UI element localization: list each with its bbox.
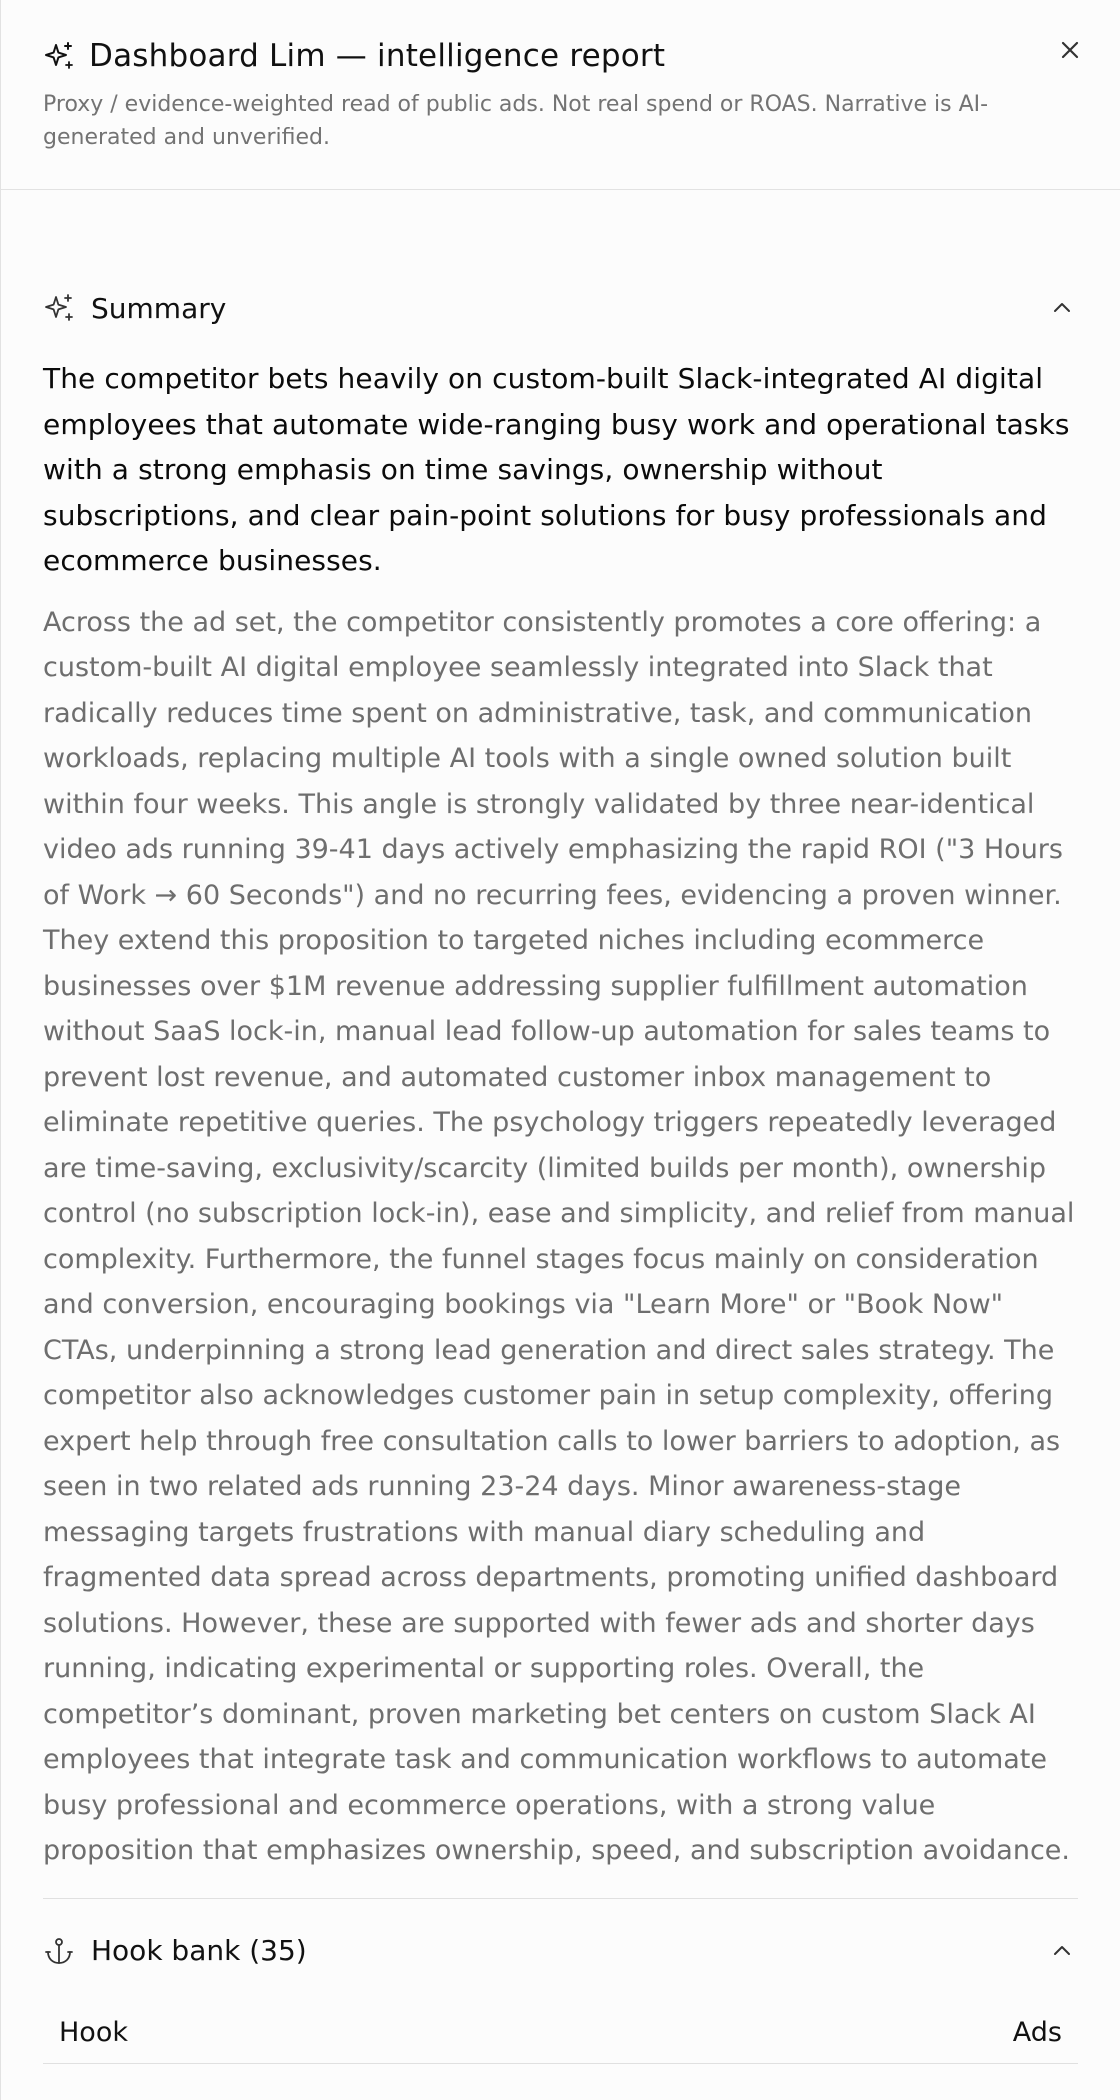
- anchor-icon: [43, 1935, 75, 1967]
- hook-bank-section: [43, 1929, 1078, 2064]
- summary-section: [43, 286, 1078, 1899]
- collapse-hook-bank-button[interactable]: [1046, 1935, 1078, 1967]
- summary-header[interactable]: [43, 286, 1078, 330]
- page-title: Dashboard Lim — intelligence report: [89, 38, 666, 74]
- divider: [43, 1898, 1078, 1899]
- summary-headline: The competitor bets heavily on custom-built Slack-integrated AI digital employees that automate wide-ranging busy work and operational tasks with a strong emphasis on time savings, ownership without subscriptions, and clear pain-point solutions for busy professionals and ecommerce businesses.: [43, 362, 1070, 577]
- chevron-up-icon: [1050, 1939, 1074, 1963]
- close-icon: [1058, 38, 1082, 62]
- close-button[interactable]: [1054, 34, 1086, 66]
- table-header: [43, 2003, 1078, 2064]
- column-header-hook[interactable]: Hook: [59, 2017, 128, 2048]
- hook-table: [43, 2003, 1078, 2064]
- chevron-up-icon: [1050, 296, 1074, 320]
- summary-title: Summary: [91, 291, 227, 325]
- sparkles-icon: [43, 292, 75, 324]
- page-subtitle: Proxy / evidence-weighted read of public ads. Not real spend or ROAS. Narrative is AI-generated and unverified.: [43, 92, 989, 150]
- title-row: [43, 34, 1064, 78]
- sparkles-icon: [43, 40, 75, 72]
- column-header-ads[interactable]: Ads: [1012, 2017, 1062, 2048]
- collapse-summary-button[interactable]: [1046, 292, 1078, 324]
- summary-body: Across the ad set, the competitor consistently promotes a core offering: a custom-built AI digital employee seamlessly integrated into Slack that radically reduces time spent on administrative, task, and communication workloads, replacing multiple AI tools with a single owned solution built within four weeks. This angle is strongly validated by three near-identical video ads running 39-41 days actively emphasizing the rapid ROI ("3 Hours of Work → 60 Seconds") and no recurring fees, evidencing a proven winner. They extend this proposition to targeted niches including ecommerce businesses over $1M revenue addressing supplier fulfillment automation without SaaS lock-in, manual lead follow-up automation for sales teams to prevent lost revenue, and automated customer inbox management to eliminate repetitive queries. The psychology triggers repeatedly leveraged are time-saving, exclusivity/scarcity (limited builds per month), ownership control (no subscription lock-in), ease and simplicity, and relief from manual complexity. Furthermore, the funnel stages focus mainly on consideration and conversion, encouraging bookings via "Learn More" or "Book Now" CTAs, underpinning a strong lead generation and direct sales strategy. The competitor also acknowledges customer pain in setup complexity, offering expert help through free consultation calls to lower barriers to adoption, as seen in two related ads running 23-24 days. Minor awareness-stage messaging targets frustrations with manual diary scheduling and fragmented data spread across departments, promoting unified dashboard solutions. However, these are supported with fewer ads and shorter days running, indicating experimental or supporting roles. Overall, the competitor’s dominant, proven marketing bet centers on custom Slack AI employees that integrate task and communication workflows to automate busy professional and ecommerce operations, with a strong value proposition that emphasizes ownership, speed, and subscription avoidance.: [43, 606, 1075, 1866]
- hook-bank-header[interactable]: [43, 1929, 1078, 1973]
- report-header: [1, 0, 1120, 190]
- hook-bank-title: Hook bank (35): [91, 1934, 307, 1967]
